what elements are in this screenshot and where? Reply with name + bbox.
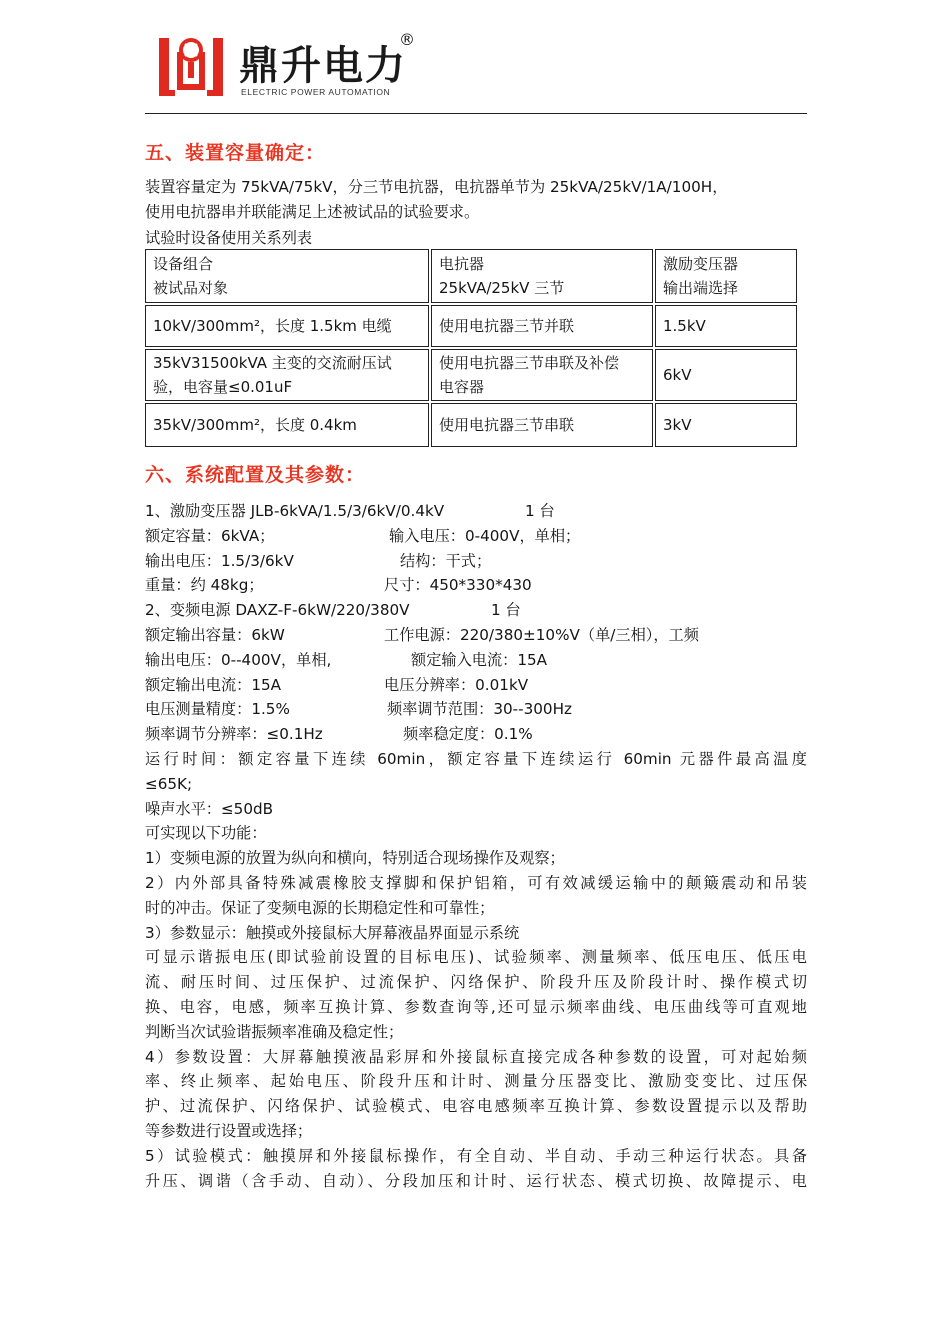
table-cell	[145, 349, 429, 401]
table-cell	[145, 305, 429, 347]
transformer-qty: 1 台	[525, 502, 555, 520]
table-caption	[145, 226, 807, 251]
feature-line: 升压、调谐（含手动、自动）、分段加压和计时、运行状态、模式切换、故障提示、电	[145, 1171, 807, 1190]
header-line: 电抗器	[439, 255, 485, 273]
spec-structure: 结构：干式；	[400, 551, 492, 570]
header-line: 激励变压器	[663, 255, 739, 273]
feature-line: 3）参数显示：触摸或外接鼠标大屏幕液晶界面显示系统	[145, 923, 520, 942]
table-cell	[655, 349, 797, 401]
spec-row	[145, 524, 807, 549]
spec-row	[145, 648, 807, 673]
dingsheng-logo-icon	[155, 32, 227, 104]
spec-weight: 重量：约 48kg；	[145, 576, 264, 595]
feature-line: 2）内外部具备特殊减震橡胶支撑脚和保护铝箱，可有效减缓运输中的颠簸震动和吊装	[145, 873, 807, 892]
spec-size: 尺寸：450*330*430	[384, 576, 532, 595]
feature-line: 率、终止频率、起始电压、阶段升压和计时、测量分压器变比、激励变变比、过压保	[145, 1072, 807, 1091]
spec-row	[145, 673, 807, 698]
table-cell	[145, 403, 429, 447]
cell-text: 35kV/300mm²，长度 0.4km	[153, 416, 357, 434]
header-line: 被试品对象	[153, 279, 229, 297]
table-cell	[655, 403, 797, 447]
feature-line: 5）试验模式：触摸屏和外接鼠标操作，有全自动、半自动、手动三种运行状态。具备	[145, 1146, 807, 1165]
cell-text: 使用电抗器三节串联及补偿	[439, 354, 620, 372]
transformer-heading-row	[145, 499, 807, 524]
table-caption-text: 试验时设备使用关系列表	[145, 229, 313, 247]
spec-row	[145, 549, 807, 574]
spec-freq-range: 频率调节范围：30--300Hz	[387, 700, 572, 719]
runtime-line: ≤65K;	[145, 774, 193, 793]
spec-row	[145, 697, 807, 722]
spec-rated-output-capacity: 额定输出容量：6kW	[145, 625, 285, 644]
section-6-title: 六、系统配置及其参数：	[145, 464, 366, 486]
cell-text: 10kV/300mm²，长度 1.5km 电缆	[153, 317, 392, 335]
feature-line: 4）参数设置：大屏幕触摸液晶彩屏和外接鼠标直接完成各种参数的设置，可对起始频	[145, 1047, 807, 1066]
table-cell	[431, 403, 653, 447]
power-source-heading: 2、变频电源 DAXZ-F-6kW/220/380V	[145, 601, 410, 620]
table-header-cell	[145, 249, 429, 303]
brand-name: 鼎升电力	[239, 43, 407, 89]
feature-line: 判断当次试验谐振频率准确及稳定性；	[145, 1022, 404, 1041]
spec-row	[145, 722, 807, 747]
feature-line: 时的冲击。保证了变频电源的长期稳定性和可靠性；	[145, 898, 495, 917]
feature-line: 换、电容，电感，频率互换计算、参数查询等,还可显示频率曲线、电压曲线等可直观地	[145, 997, 807, 1016]
spec-rated-capacity: 额定容量：6kVA；	[145, 526, 275, 545]
table-header-cell	[431, 249, 653, 303]
features-intro: 可实现以下功能：	[145, 824, 267, 843]
spec-freq-stability: 频率稳定度：0.1%	[403, 725, 533, 744]
runtime-line: 运行时间：额定容量下连续 60min，额定容量下连续运行 60min 元器件最高温度	[145, 749, 807, 768]
spec-voltage-resolution: 电压分辨率：0.01kV	[384, 675, 529, 694]
cell-text: 使用电抗器三节并联	[439, 317, 575, 335]
transformer-heading: 1、激励变压器 JLB-6kVA/1.5/3/6kV/0.4kV	[145, 502, 445, 520]
section-5-title: 五、装置容量确定：	[145, 142, 326, 164]
power-source-qty: 1 台	[491, 601, 521, 620]
cell-text: 1.5kV	[663, 317, 706, 335]
feature-line: 可显示谐振电压(即试验前设置的目标电压)、试验频率、测量频率、低压电压、低压电	[145, 948, 807, 967]
cell-text: 使用电抗器三节串联	[439, 416, 575, 434]
cell-text: 电容器	[439, 378, 485, 396]
paragraph-line: 装置容量定为 75kVA/75kV，分三节电抗器，电抗器单节为 25kVA/25kV/1A/100H，	[145, 178, 728, 196]
spec-input-voltage: 输入电压：0-400V，单相；	[389, 526, 581, 545]
section-6-specs	[145, 499, 807, 1193]
spec-working-power: 工作电源：220/380±10%V（单/三相），工频	[384, 625, 699, 644]
noise-level: 噪声水平：≤50dB	[145, 799, 274, 818]
cell-text: 验，电容量≤0.01uF	[153, 378, 293, 396]
spec-rated-input-current: 额定输入电流：15A	[411, 650, 548, 669]
header-line: 输出端选择	[663, 279, 739, 297]
table-header-cell	[655, 249, 797, 303]
header-line: 设备组合	[153, 255, 214, 273]
feature-line: 护、过流保护、闪络保护、试验模式、电容电感频率互换计算、参数设置提示以及帮助	[145, 1097, 807, 1116]
power-source-heading-row	[145, 598, 807, 623]
table-cell	[655, 305, 797, 347]
header-divider	[145, 113, 807, 114]
table-cell	[431, 305, 653, 347]
header-line: 25kVA/25kV 三节	[439, 279, 565, 297]
paragraph-line: 使用电抗器串并联能满足上述被试品的试验要求。	[145, 202, 480, 221]
section-5-paragraph	[145, 175, 807, 225]
spec-freq-resolution: 频率调节分辨率：≤0.1Hz	[145, 725, 323, 744]
spec-rated-output-current: 额定输出电流：15A	[145, 675, 282, 694]
registered-mark: ®	[399, 30, 415, 49]
table-cell	[431, 349, 653, 401]
spec-voltage-accuracy: 电压测量精度：1.5%	[145, 700, 290, 719]
brand-subtitle: ELECTRIC POWER AUTOMATION	[241, 87, 391, 97]
spec-row	[145, 623, 807, 648]
feature-line: 流、耐压时间、过压保护、过流保护、闪络保护、阶段升压及阶段计时、操作模式切	[145, 973, 807, 992]
feature-line: 等参数进行设置或选择；	[145, 1121, 313, 1140]
cell-text: 35kV31500kVA 主变的交流耐压试	[153, 354, 392, 372]
spec-output-voltage: 输出电压：1.5/3/6kV	[145, 551, 294, 570]
cell-text: 6kV	[663, 366, 692, 384]
spec-output-voltage-range: 输出电压：0--400V，单相,	[145, 650, 332, 669]
spec-row	[145, 573, 807, 598]
cell-text: 3kV	[663, 416, 692, 434]
page-header	[145, 22, 807, 114]
feature-line: 1）变频电源的放置为纵向和横向，特别适合现场操作及观察；	[145, 849, 565, 868]
equipment-table	[145, 249, 797, 449]
